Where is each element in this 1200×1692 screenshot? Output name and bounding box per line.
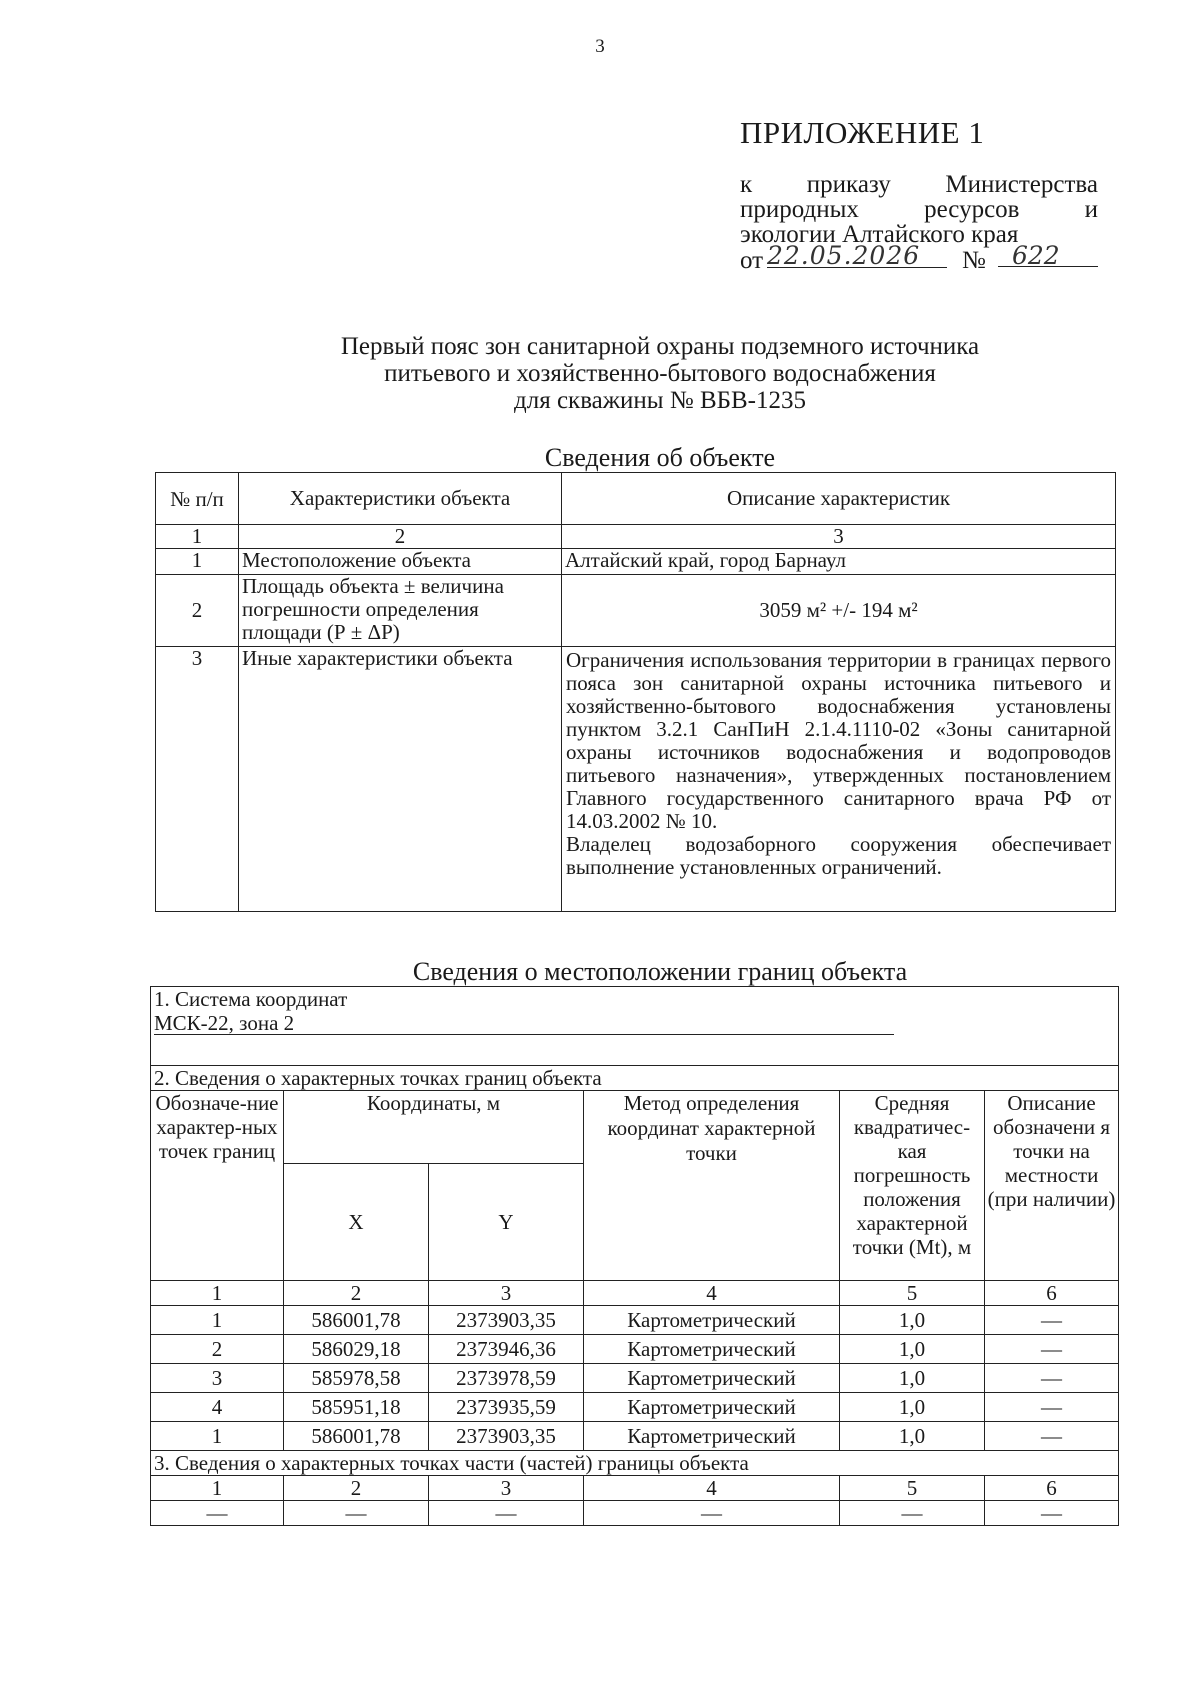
order-date-number: от 22.05.2026 № 622 xyxy=(740,247,1100,275)
boundary-table: 1. Система координат МСК-22, зона 2 2. Сведения о характерных точках границ объекта Обозначе-ние характер-ных точек границ Координаты, м Метод определения координат характерной точки Средняя квадратичес-кая погрешность положения характерной точки (Mt), м Описание обозначени я точки на местности (при наличии) X Y 1 2 3 4 5 6 1 586001,78 2373903,35 Картометрический 1,0 — 2 586029,18 2373946,36 Картометрический 1,0 — 3 585978,58 2373978,59 Картометрический 1,0 — 4 585951,18 2373935,59 Картометрический 1,0 — 1 586001,78 2373903,35 Картометрический 1,0 — 3. Сведения о характерных точках части (частей) границы объекта 1 2 3 4 5 6 — — — — — — xyxy=(150,986,1119,1526)
appendix-line-3: экологии Алтайского края xyxy=(740,221,1019,248)
table-row: 3 585978,58 2373978,59 Картометрический 1,0 — xyxy=(151,1363,1119,1392)
section3-row: 3. Сведения о характерных точках части (частей) границы объекта xyxy=(151,1450,1119,1475)
handwritten-date: 22.05.2026 xyxy=(767,241,947,268)
appendix-line-2: природных ресурсов и xyxy=(740,196,1098,223)
table-header-row: № п/п Характеристики объекта Описание характеристик xyxy=(156,473,1116,525)
coord-system-row: 1. Система координат МСК-22, зона 2 xyxy=(151,987,1119,1036)
boundary-info-title: Сведения о местоположении границ объекта xyxy=(412,957,908,986)
table-row: 2 586029,18 2373946,36 Картометрический 1,0 — xyxy=(151,1334,1119,1363)
object-info-title: Сведения об объекте xyxy=(544,443,776,472)
appendix-line-1: к приказу Министерства xyxy=(740,171,1098,198)
table-row: 2 Площадь объекта ± величина погрешности определения площади (Р ± ΔР) 3059 м² +/- 194 м² xyxy=(156,575,1116,647)
column-number-row: 1 2 3 4 5 6 xyxy=(151,1280,1119,1305)
column-number-row: 1 2 3 xyxy=(156,525,1116,549)
section2-row: 2. Сведения о характерных точках границ объекта xyxy=(151,1065,1119,1090)
handwritten-number: 622 xyxy=(998,241,1098,267)
page-number: 3 xyxy=(595,36,605,57)
document-heading: Первый пояс зон санитарной охраны подземного источника питьевого и хозяйственно-бытового водоснабжения для скважины № ВБВ-1235 xyxy=(340,333,980,414)
object-info-table xyxy=(155,472,1116,912)
table-row: 3 Иные характеристики объекта Ограничения использования территории в границах первого пояса зон санитарной охраны источника питьевого и хозяйственно-бытового водоснабжения установлены пунктом 3.2.1 СанПиН 2.1.4.1110-02 «Зоны санитарной охраны источников водоснабжения и водопроводов питьевого назначения», утвержденных постановлением Главного государственного санитарного врача РФ от 14.03.2002 № 10. Владелец водозаборного сооружения обеспечивает выполнение установленных ограничений. xyxy=(156,647,1116,912)
table-row: 1 Местоположение объекта Алтайский край, город Барнаул xyxy=(156,549,1116,575)
appendix-title: ПРИЛОЖЕНИЕ 1 xyxy=(740,115,985,150)
boundary-header-row: Обозначе-ние характер-ных точек границ Координаты, м Метод определения координат характерной точки Средняя квадратичес-кая погрешность положения характерной точки (Mt), м Описание обозначени я точки на местности (при наличии) xyxy=(151,1090,1119,1163)
table-row: 1 586001,78 2373903,35 Картометрический 1,0 — xyxy=(151,1421,1119,1450)
column-number-row: 1 2 3 4 5 6 xyxy=(151,1475,1119,1500)
table-row: 4 585951,18 2373935,59 Картометрический 1,0 — xyxy=(151,1392,1119,1421)
table-row: 1 586001,78 2373903,35 Картометрический 1,0 — xyxy=(151,1305,1119,1334)
table-row: — — — — — — xyxy=(151,1500,1119,1525)
